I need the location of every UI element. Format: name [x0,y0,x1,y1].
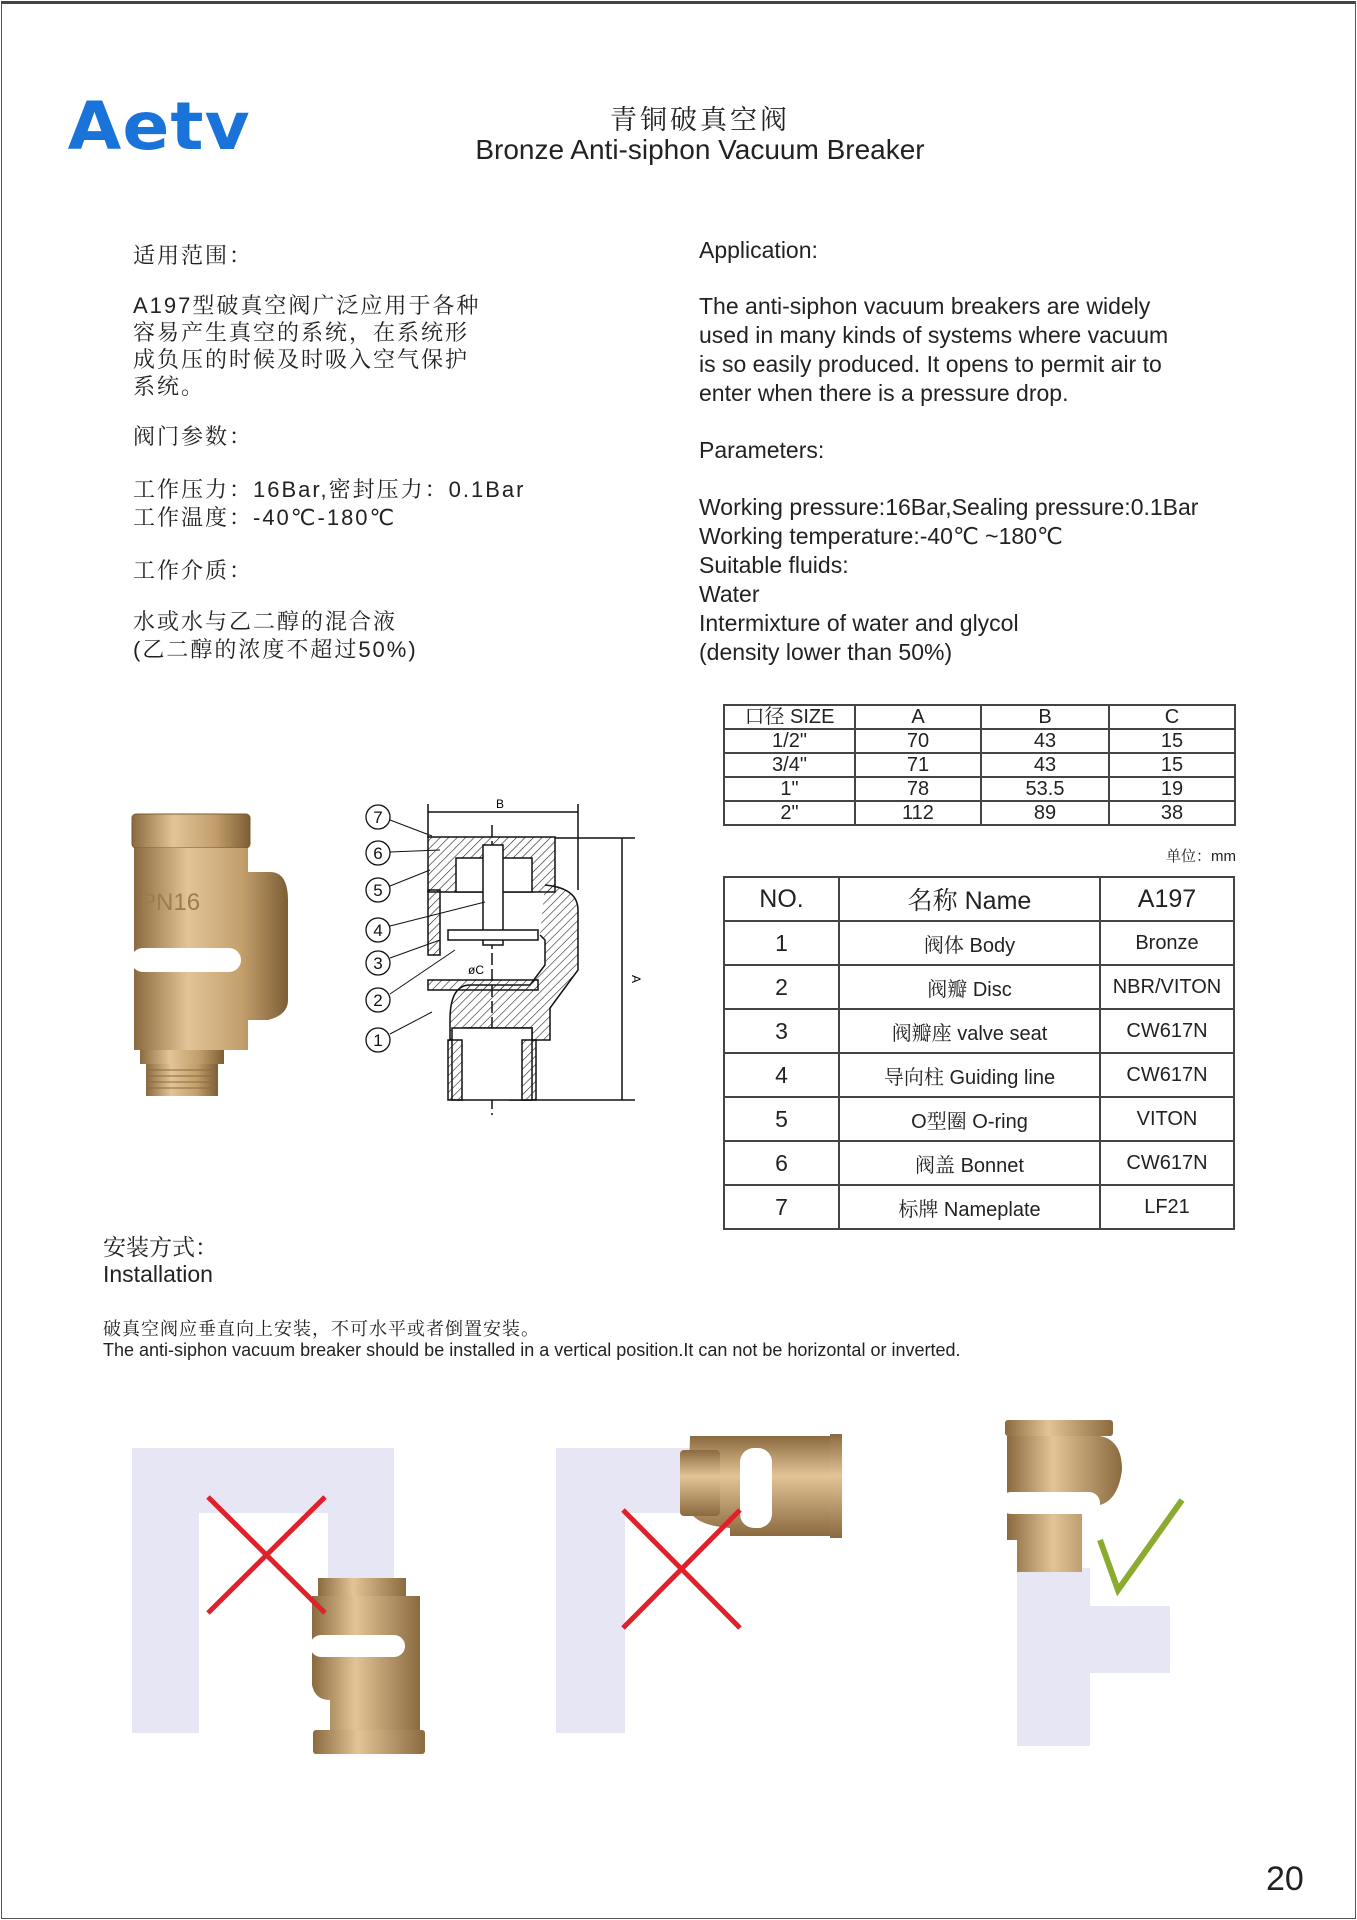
wrong-mark-icon [208,1497,325,1613]
valve-inverted [310,1578,425,1754]
text-line: (density lower than 50%) [699,639,953,665]
table-row [724,1009,1234,1053]
balloon-1 [366,1012,432,1052]
product-photo [128,810,303,1100]
cell: 阀瓣座 valve seat [839,1009,1100,1053]
cell: CW617N [1100,1053,1234,1097]
installation-heading-cn: 安装方式： [103,1234,218,1260]
application-heading-cn: 适用范围： [133,243,254,268]
text-line: is so easily produced. It opens to permit air to [699,351,1162,377]
svg-text:7: 7 [373,808,383,827]
svg-text:5: 5 [373,881,383,900]
text-line: 工作压力：16Bar,密封压力：0.1Bar [133,477,526,502]
title-en: Bronze Anti-siphon Vacuum Breaker [475,134,925,165]
cell: 4 [724,1053,839,1097]
parameters-heading-cn: 阀门参数： [133,424,254,449]
text-line: Intermixture of water and glycol [699,610,1019,636]
table-row [724,1185,1234,1229]
cell: 43 [981,753,1109,777]
text-line: Working temperature:-40℃ ~180℃ [699,523,1063,549]
cell: LF21 [1100,1185,1234,1229]
cell: CW617N [1100,1141,1234,1185]
horizontal-install-example [556,1434,842,1733]
installation-heading-en: Installation [103,1261,213,1287]
application-text-cn [133,292,480,400]
header-cell: 名称 Name [839,877,1100,921]
media-text-cn [133,608,418,664]
header-cell: NO. [724,877,839,921]
vertical-install-example [1000,1420,1182,1746]
svg-text:4: 4 [373,921,383,940]
cell: 89 [981,801,1109,825]
cell: 78 [855,777,981,801]
cell: 阀盖 Bonnet [839,1141,1100,1185]
table-header-row [724,705,1235,729]
cell: 标牌 Nameplate [839,1185,1100,1229]
table-row [724,801,1235,825]
cell: 2 [724,965,839,1009]
cell: 70 [855,729,981,753]
parameters-text-en [699,493,1198,667]
dim-b-label: B [495,797,505,811]
cell: 5 [724,1097,839,1141]
table-row [724,729,1235,753]
wrong-mark-icon [623,1510,740,1628]
media-heading-cn: 工作介质： [133,558,254,583]
header-cell: A [855,705,981,729]
installation-note-cn: 破真空阀应垂直向上安装，不可水平或者倒置安装。 [103,1319,540,1339]
text-line: Working pressure:16Bar,Sealing pressure:0.1Bar [699,494,1199,520]
cell: CW617N [1100,1009,1234,1053]
parameters-heading-en: Parameters: [699,437,825,463]
svg-text:3: 3 [373,954,383,973]
text-line: 成负压的时候及时吸入空气保护 [133,347,470,372]
cell: 53.5 [981,777,1109,801]
text-line: Water [699,581,760,607]
text-line: The anti-siphon vacuum breakers are widely [699,293,1151,319]
header-cell: 口径 SIZE [724,705,855,729]
cell: 71 [855,753,981,777]
table-row [724,753,1235,777]
table-row [724,1097,1234,1141]
table-row [724,921,1234,965]
balloon-5 [366,870,430,902]
brand-logo: Aetv [67,88,251,165]
cell: Bronze [1100,921,1234,965]
table-row [724,965,1234,1009]
text-line: used in many kinds of systems where vacuum [699,322,1169,348]
cell: 3/4" [724,753,855,777]
text-line: A197型破真空阀广泛应用于各种 [133,293,481,318]
cell: 7 [724,1185,839,1229]
installation-note-en: The anti-siphon vacuum breaker should be installed in a vertical position.It can not be horizontal or inverted. [103,1340,961,1360]
header-cell: B [981,705,1109,729]
cell: 1 [724,921,839,965]
pn16-marking: PN16 [140,889,201,916]
parts-table [723,876,1235,1230]
cell: 112 [855,801,981,825]
table-header-row [724,877,1234,921]
dim-c-label: øC [468,963,484,977]
header-cell: A197 [1100,877,1234,921]
cell: 1/2" [724,729,855,753]
text-line: enter when there is a pressure drop. [699,380,1069,406]
text-line: 容易产生真空的系统，在系统形 [133,320,470,345]
cell: 1" [724,777,855,801]
text-line: Suitable fluids: [699,552,849,578]
cell: 阀瓣 Disc [839,965,1100,1009]
cell: 2" [724,801,855,825]
table-row [724,1141,1234,1185]
text-line: (乙二醇的浓度不超过50%) [133,637,418,662]
cell: 导向柱 Guiding line [839,1053,1100,1097]
header-cell: C [1109,705,1235,729]
cell: 19 [1109,777,1235,801]
cell: O型圈 O-ring [839,1097,1100,1141]
page-number: 20 [1266,1860,1304,1898]
cell: 38 [1109,801,1235,825]
table-row [724,777,1235,801]
cell: 阀体 Body [839,921,1100,965]
application-heading-en: Application: [699,237,818,263]
title-cn: 青铜破真空阀 [610,105,790,135]
balloon-7 [366,805,432,836]
text-line: 工作温度：-40℃-180℃ [133,505,397,530]
cross-section-diagram [360,790,650,1120]
text-line: 水或水与乙二醇的混合液 [133,609,398,634]
cell: 43 [981,729,1109,753]
installation-illustrations [0,1400,1357,1760]
valve-horizontal [680,1434,842,1538]
text-line: 系统。 [133,374,206,399]
size-table [723,704,1236,826]
cell: 15 [1109,729,1235,753]
svg-text:2: 2 [373,991,383,1010]
inverted-install-example [132,1448,425,1754]
dim-a-label: A [629,975,643,984]
svg-text:6: 6 [373,844,383,863]
cell: NBR/VITON [1100,965,1234,1009]
cell: 6 [724,1141,839,1185]
unit-label: 单位：mm [1166,848,1236,865]
cell: 15 [1109,753,1235,777]
table-row [724,1053,1234,1097]
svg-text:1: 1 [373,1031,383,1050]
cell: VITON [1100,1097,1234,1141]
parameters-text-cn [133,476,525,532]
check-mark-icon [1100,1500,1182,1590]
application-text-en [699,292,1168,408]
cell: 3 [724,1009,839,1053]
